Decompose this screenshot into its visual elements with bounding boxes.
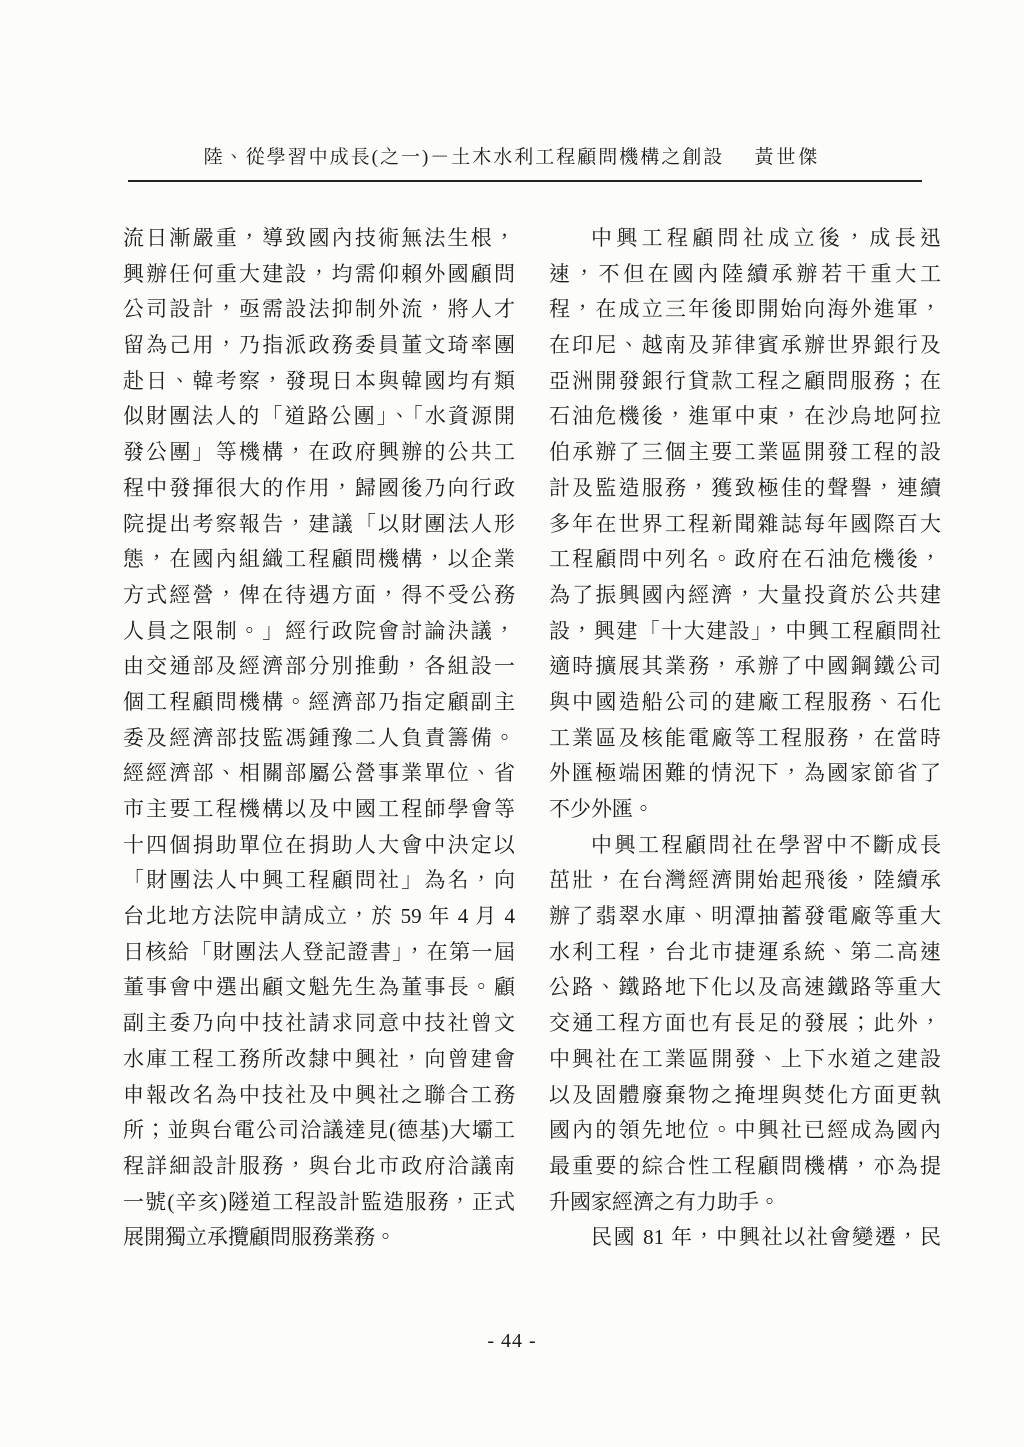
text-line: 留為己用，乃指派政務委員董文琦率團 — [123, 333, 515, 358]
text-line: 適時擴展其業務，承辦了中國鋼鐵公司 — [549, 654, 941, 679]
text-line: 伯承辦了三個主要工業區開發工程的設 — [549, 440, 941, 465]
text-line: 外匯極端困難的情況下，為國家節省了 — [549, 761, 941, 786]
text-line: 赴日、韓考察，發現日本與韓國均有類 — [123, 368, 515, 393]
text-line: 在印尼、越南及菲律賓承辦世界銀行及 — [549, 333, 941, 358]
text-line: 工程顧問中列名。政府在石油危機後， — [549, 547, 941, 572]
text-line: 公路、鐵路地下化以及高速鐵路等重大 — [549, 975, 941, 1000]
text-line: 設，興建「十大建設」，中興工程顧問社 — [549, 618, 941, 643]
text-line: 民國 81 年，中興社以社會變遷，民 — [591, 1225, 941, 1250]
text-line: 以及固體廢棄物之掩埋與焚化方面更執 — [549, 1082, 941, 1107]
text-line: 由交通部及經濟部分別推動，各組設一 — [123, 654, 515, 679]
text-line: 副主委乃向中技社請求同意中技社曾文 — [123, 1011, 515, 1036]
text-line: 十四個捐助單位在捐助人大會中決定以 — [123, 832, 515, 857]
text-line: 一號(辛亥)隧道工程設計監造服務，正式 — [123, 1189, 515, 1214]
text-line: 中興工程顧問社在學習中不斷成長 — [591, 832, 941, 857]
left-column — [123, 221, 515, 1256]
text-line: 與中國造船公司的建廠工程服務、石化 — [549, 689, 941, 714]
text-line: 程中發揮很大的作用，歸國後乃向行政 — [123, 475, 515, 500]
text-line: 院提出考察報告，建議「以財團法人形 — [123, 511, 515, 536]
text-line: 交通工程方面也有長足的發展；此外， — [549, 1011, 941, 1036]
text-line: 公司設計，亟需設法抑制外流，將人才 — [123, 297, 515, 322]
header-divider — [128, 180, 922, 182]
text-line: 發公團」等機構，在政府興辦的公共工 — [123, 440, 515, 465]
text-line: 水利工程，台北市捷運系統、第二高速 — [549, 939, 941, 964]
text-line: 為了振興國內經濟，大量投資於公共建 — [549, 582, 941, 607]
text-line: 工業區及核能電廠等工程服務，在當時 — [549, 725, 941, 750]
text-line: 程詳細設計服務，與台北市政府洽議南 — [123, 1153, 515, 1178]
text-line: 台北地方法院申請成立，於 59 年 4 月 4 — [123, 904, 515, 929]
text-line: 升國家經濟之有力助手。 — [549, 1189, 780, 1214]
text-line: 計及監造服務，獲致極佳的聲譽，連續 — [549, 475, 941, 500]
text-line: 最重要的綜合性工程顧問機構，亦為提 — [549, 1153, 941, 1178]
text-line: 流日漸嚴重，導致國內技術無法生根， — [123, 226, 515, 250]
text-line: 速，不但在國內陸續承辦若干重大工 — [549, 261, 941, 286]
text-line: 多年在世界工程新聞雜誌每年國際百大 — [549, 511, 941, 536]
text-line: 國內的領先地位。中興社已經成為國內 — [549, 1118, 941, 1143]
text-line: 似財團法人的「道路公團」、「水資源開 — [123, 404, 515, 429]
text-line: 中興工程顧問社成立後，成長迅 — [591, 226, 941, 250]
text-line: 申報改名為中技社及中興社之聯合工務 — [123, 1082, 515, 1107]
text-line: 興辦任何重大建設，均需仰賴外國顧問 — [123, 261, 515, 286]
text-line: 委及經濟部技監馮鍾豫二人負責籌備。 — [123, 725, 515, 750]
text-line: 程，在成立三年後即開始向海外進軍， — [549, 297, 941, 322]
page-number: - 44 - — [487, 1330, 537, 1352]
text-line: 所；並與台電公司洽議達見(德基)大壩工 — [123, 1118, 515, 1143]
header-author: 黃世傑 — [754, 147, 821, 168]
text-line: 石油危機後，進軍中東，在沙烏地阿拉 — [549, 404, 941, 429]
text-line: 辦了翡翠水庫、明潭抽蓄發電廠等重大 — [549, 904, 941, 929]
right-column — [549, 221, 941, 1256]
header-title: 陸、從學習中成長(之一)－土木水利工程顧問機構之創設 — [203, 147, 725, 168]
text-line: 個工程顧問機構。經濟部乃指定顧副主 — [123, 689, 515, 714]
page-footer — [0, 1330, 1024, 1353]
text-line: 亞洲開發銀行貸款工程之顧問服務；在 — [549, 368, 941, 393]
text-line: 「財團法人中興工程顧問社」為名，向 — [123, 868, 515, 893]
page-header — [0, 142, 1024, 169]
text-line: 水庫工程工務所改隸中興社，向曾建會 — [123, 1046, 515, 1071]
text-line: 人員之限制。」經行政院會討論決議， — [123, 618, 515, 643]
text-line: 展開獨立承攬顧問服務業務。 — [123, 1225, 396, 1250]
text-line: 日核給「財團法人登記證書」，在第一屆 — [123, 939, 515, 964]
text-line: 茁壯，在台灣經濟開始起飛後，陸續承 — [549, 868, 941, 893]
text-line: 態，在國內組織工程顧問機構，以企業 — [123, 547, 515, 572]
text-line: 市主要工程機構以及中國工程師學會等 — [123, 797, 515, 821]
text-line: 不少外匯。 — [549, 797, 654, 821]
text-line: 經經濟部、相關部屬公營事業單位、省 — [123, 761, 515, 786]
text-line: 董事會中選出顧文魁先生為董事長。顧 — [123, 975, 515, 1000]
text-line: 方式經營，俾在待遇方面，得不受公務 — [123, 582, 515, 607]
text-line: 中興社在工業區開發、上下水道之建設 — [549, 1046, 941, 1071]
